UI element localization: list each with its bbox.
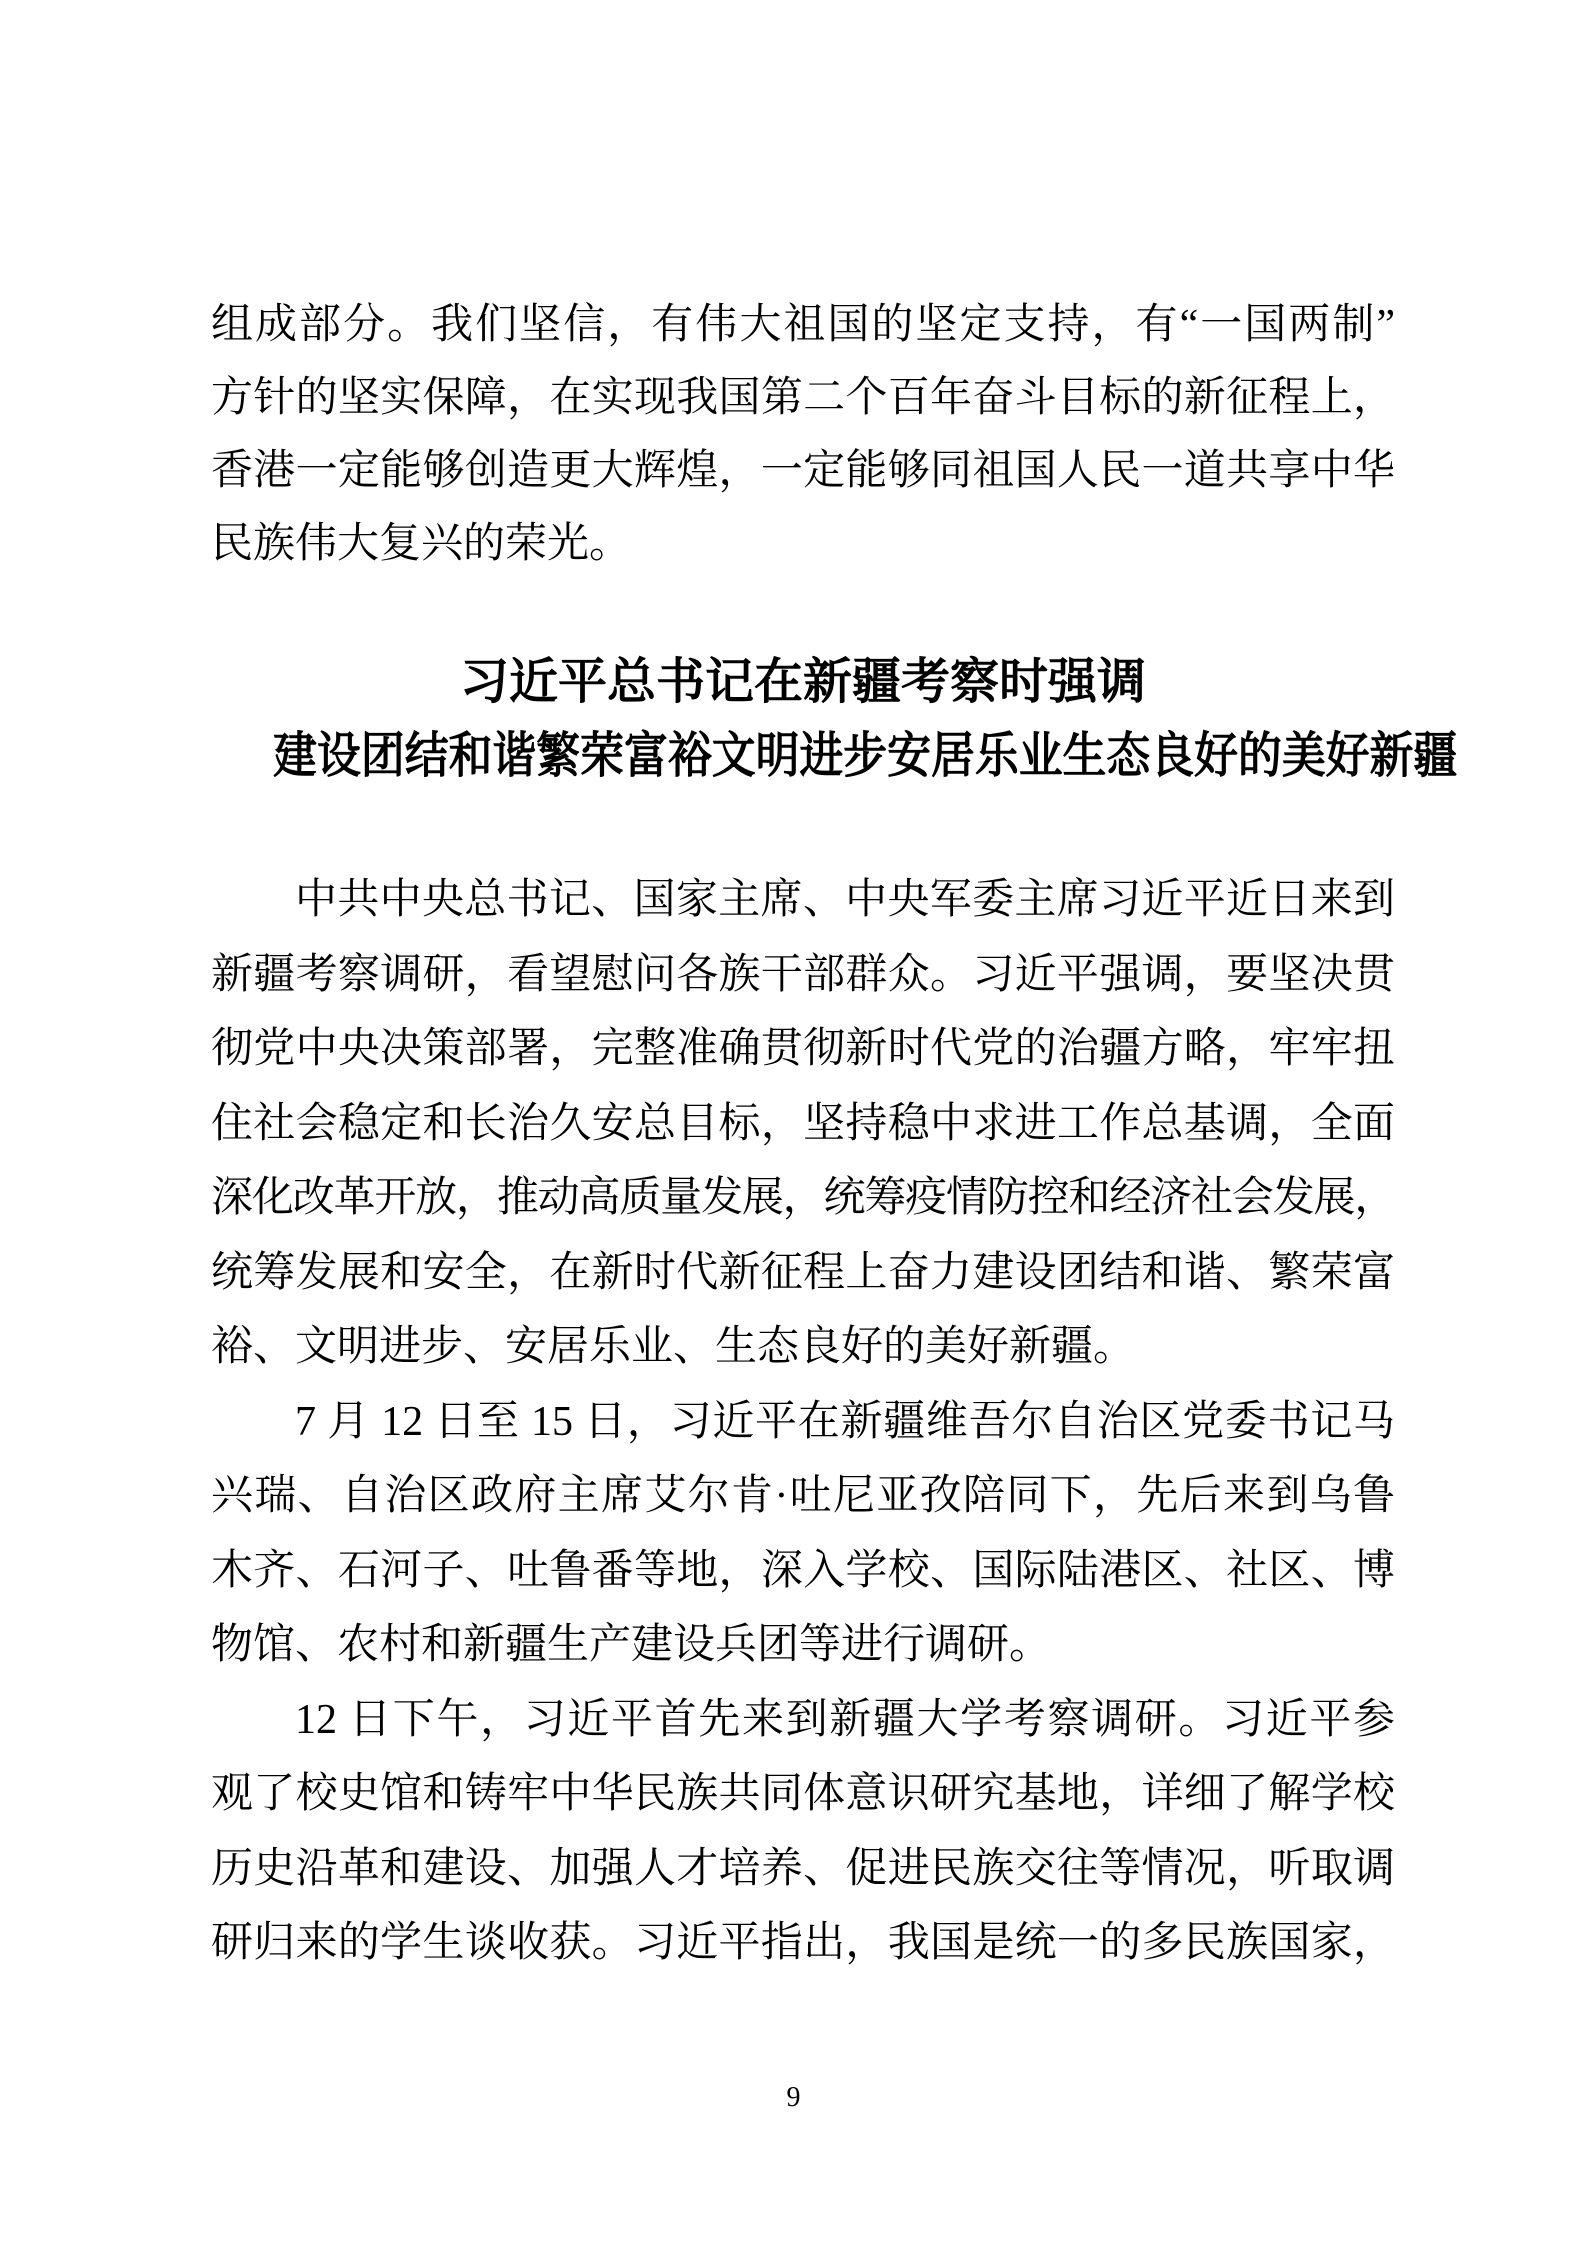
continuation-paragraph: [211, 289, 1395, 581]
text-line: 中共中央总书记、国家主席、中央军委主席习近平近日来到: [295, 877, 1395, 923]
text-line: 7 月 12 日至 15 日，习近平在新疆维吾尔自治区党委书记马: [295, 1398, 1395, 1445]
text-line: 12 日下午，习近平首先来到新疆大学考察调研。习近平参: [295, 1696, 1395, 1743]
body-paragraph-1: [211, 863, 1395, 1385]
article-title-line-2: 建设团结和谐繁荣富裕文明进步安居乐业生态良好的美好新疆: [273, 728, 1458, 783]
article-title: [211, 645, 1458, 793]
article-title-line-1: 习近平总书记在新疆考察时强调: [459, 654, 1146, 709]
text-line: 物馆、农村和新疆生产建设兵团等进行调研。: [211, 1622, 1052, 1668]
body-paragraph-2: [211, 1385, 1395, 1683]
text-line: 裕、文明进步、安居乐业、生态良好的美好新疆。: [211, 1324, 1136, 1370]
text-line: 观了校史馆和铸牢中华民族共同体意识研究基地，详细了解学校: [211, 1771, 1395, 1817]
text-line: 彻党中央决策部署，完整准确贯彻新时代党的治疆方略，牢牢扭: [211, 1026, 1395, 1072]
text-line: 兴瑞、自治区政府主席艾尔肯·吐尼亚孜陪同下，先后来到乌鲁: [211, 1473, 1395, 1519]
article-body: [211, 863, 1395, 1981]
page-number: 9: [786, 2082, 801, 2113]
text-line: 香港一定能够创造更大辉煌，一定能够同祖国人民一道共享中华: [211, 448, 1395, 494]
body-paragraph-3: [211, 1683, 1395, 1981]
text-line: 住社会稳定和长治久安总目标，坚持稳中求进工作总基调，全面: [211, 1100, 1395, 1147]
text-line: 研归来的学生谈收获。习近平指出，我国是统一的多民族国家，: [211, 1920, 1395, 1966]
text-line: 统筹发展和安全，在新时代新征程上奋力建设团结和谐、繁荣富: [211, 1249, 1395, 1296]
text-line: 新疆考察调研，看望慰问各族干部群众。习近平强调，要坚决贯: [211, 951, 1395, 998]
text-line: 民族伟大复兴的荣光。: [211, 521, 632, 567]
text-line: 组成部分。我们坚信，有伟大祖国的坚定支持，有“一国两制”: [211, 302, 1395, 348]
text-line: 木齐、石河子、吐鲁番等地，深入学校、国际陆港区、社区、博: [211, 1547, 1395, 1594]
text-line: 方针的坚实保障，在实现我国第二个百年奋斗目标的新征程上，: [211, 375, 1395, 421]
text-line: 深化改革开放，推动高质量发展，统筹疫情防控和经济社会发展，: [211, 1175, 1395, 1221]
text-line: 历史沿革和建设、加强人才培养、促进民族交往等情况，听取调: [211, 1845, 1395, 1892]
